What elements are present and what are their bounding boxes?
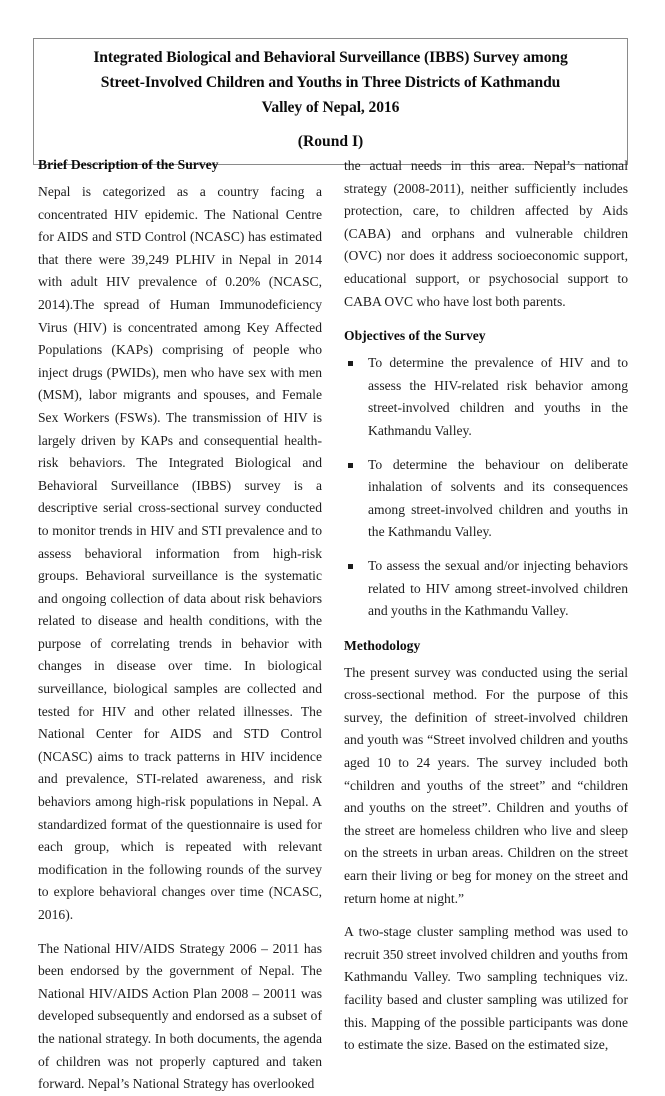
list-item: [344, 352, 628, 442]
paragraph-methodology-2: A two-stage cluster sampling method was used to recruit 350 street involved children and youths from Kathmandu Valley. Two sampling techniques viz. facility based and cluster sampling was utilized for this. Mapping of the possible participants was done to estimate the size. Based on the estimated size,: [344, 924, 628, 1053]
paragraph-continuation: the actual needs in this area. Nepal’s national strategy (2008-2011), neither sufficiently includes protection, care, to children affected by Aids (CABA) and orphans and vulnerable children (OVC) nor does it address socioeconomic support, educational support, or psychosocial support to CABA OVC who have lost both parents.: [344, 158, 628, 309]
left-column: [38, 155, 322, 1092]
heading-methodology: Methodology: [344, 637, 421, 653]
objectives-list: [344, 352, 628, 623]
square-bullet-icon: [348, 463, 353, 468]
list-item: [344, 454, 628, 544]
document-title-box: [33, 38, 628, 165]
document-title-line-3: Valley of Nepal, 2016: [261, 99, 400, 116]
paragraph-brief-description-1: Nepal is categorized as a country facing a concentrated HIV epidemic. The National Centre for AIDS and STD Control (NCASC) has estimated that there were 39,249 PLHIV in Nepal in 2014 with adult HIV prevalence of 0.20% (NCASC, 2014).The spread of Human Immunodeficiency Virus (HIV) is concentrated among Key Affected Populations (KAPs) comprising of people who inject drugs (PWIDs), men who have sex with men (MSM), labor migrants and spouses, and Female Sex Workers (FSWs). The transmission of HIV is largely driven by KAPs and consequential health-risk behaviors. The Integrated Biological and Behavioral Surveillance (IBBS) survey is a descriptive serial cross-sectional survey conducted to monitor trends in HIV and STI prevalence and to assess behavioral information from high-risk groups. Behavioral surveillance is the systematic and ongoing collection of data about risk behaviors related to disease and health conditions, with the purpose of correlating trends in behavior with changes in disease over time. In biological surveillance, biological samples are collected and tested for HIV and other related illnesses. The National Center for AIDS and STD Control (NCASC) aims to track patterns in HIV incidence and prevalence, STI-related awareness, and risk behaviors among high-risk populations in Nepal. A standardized format of the questionnaire is used for each group, which is repeated with relevant modification in the following rounds of the survey to explore behavioral changes over time (NCASC, 2016).: [38, 184, 322, 922]
objective-text: To assess the sexual and/or injecting behaviors related to HIV among street-involved children and youths in the Kathmandu Valley.: [368, 557, 628, 619]
list-item: [344, 555, 628, 623]
right-column: [344, 155, 628, 1053]
square-bullet-icon: [348, 361, 353, 366]
objective-text: To determine the behaviour on deliberate inhalation of solvents and its consequences among street-involved children and youths in the Kathmandu Valley.: [368, 456, 628, 540]
heading-brief-description: Brief Description of the Survey: [38, 157, 219, 172]
two-column-body: [38, 155, 628, 1092]
document-title-line-1: Integrated Biological and Behavioral Surveillance (IBBS) Survey among: [93, 49, 568, 66]
paragraph-methodology-1: The present survey was conducted using the serial cross-sectional method. For the purpose of this survey, the definition of street-involved children and youth was “Street involved children and youths aged 10 to 24 years. The survey included both “children and youths of the street” and “children and youths on the street”. Children and youths of the street are homeless children who live and sleep on the streets in urban areas. Children on the street earn their living or beg for money on the street and return home at night.”: [344, 664, 628, 906]
objective-text: To determine the prevalence of HIV and to assess the HIV-related risk behavior among street-involved children and youths in the Kathmandu Valley.: [368, 355, 628, 438]
heading-objectives: Objectives of the Survey: [344, 328, 486, 344]
paragraph-brief-description-2: The National HIV/AIDS Strategy 2006 – 2011 has been endorsed by the government of Nepal. The National HIV/AIDS Action Plan 2008 – 20011 was developed subsequently and endorsed as a subset of the national strategy. In both documents, the agenda of children was not properly captured and taken forward. Nepal’s National Strategy has overlooked: [38, 940, 322, 1092]
document-round-label: (Round I): [297, 133, 364, 150]
square-bullet-icon: [348, 564, 353, 569]
document-title-line-2: Street-Involved Children and Youths in Three Districts of Kathmandu: [100, 74, 561, 91]
